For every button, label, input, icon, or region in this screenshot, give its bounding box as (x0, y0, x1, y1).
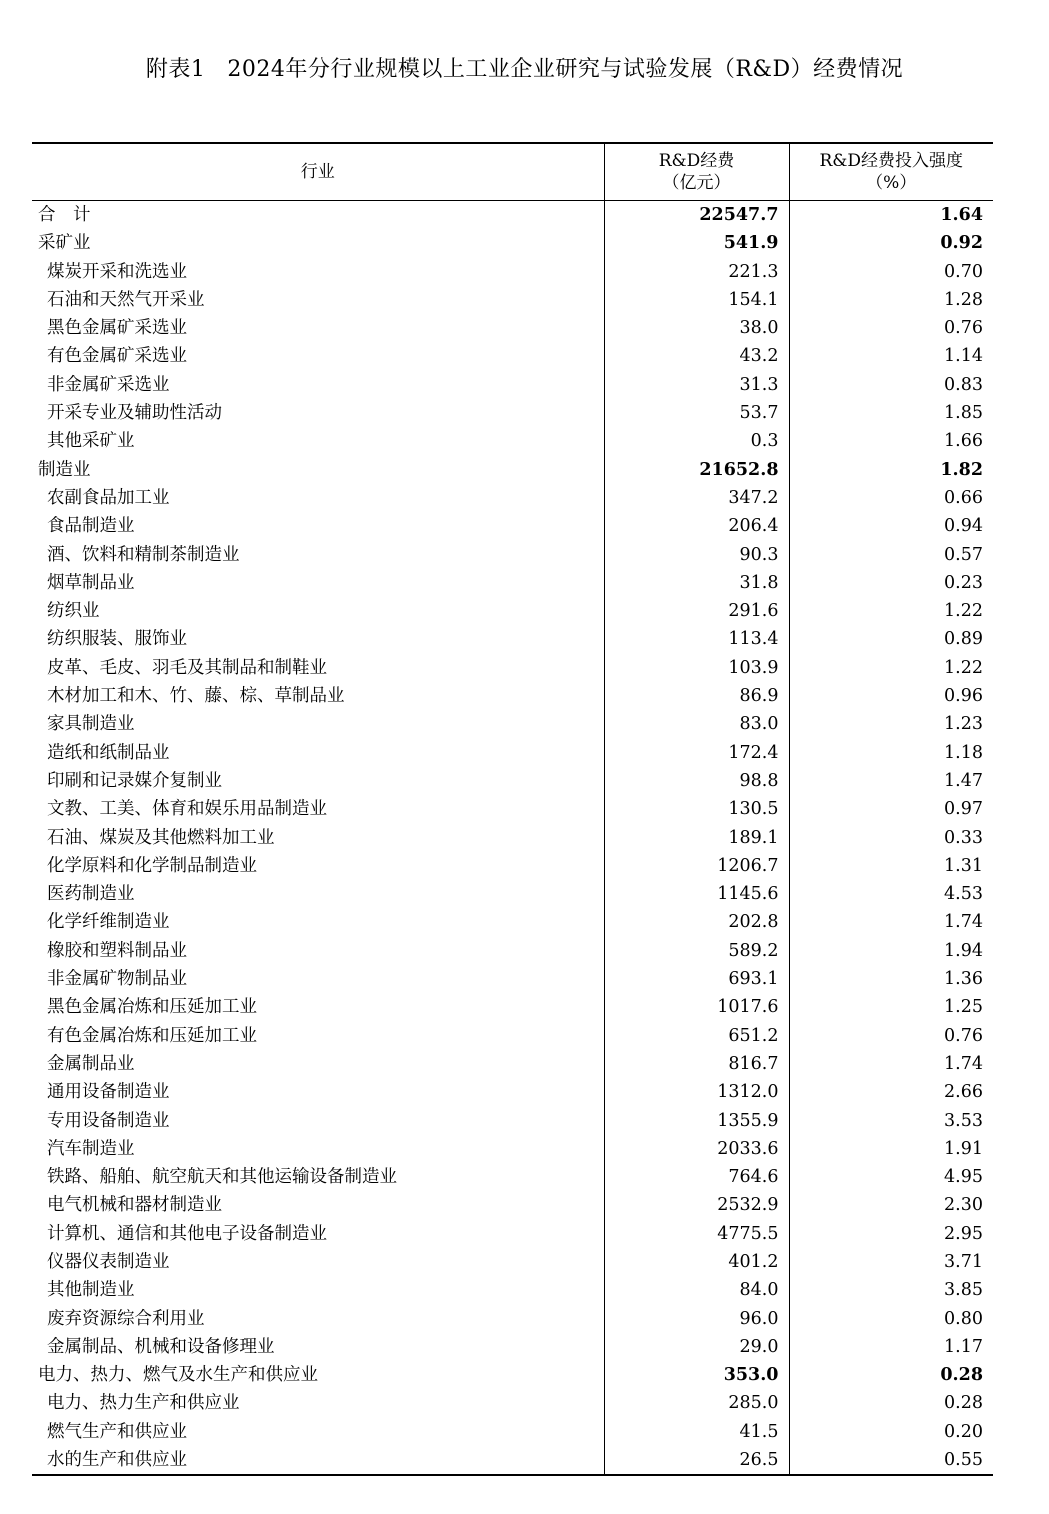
industry-name: 金属制品、机械和设备修理业 (32, 1333, 604, 1361)
rd-intensity-value: 1.91 (944, 1138, 983, 1159)
rd-expense-value: 86.9 (604, 682, 789, 710)
rd-intensity-value: 1.94 (944, 940, 983, 961)
industry-name: 电力、热力生产和供应业 (32, 1389, 604, 1417)
table-row (32, 371, 993, 399)
industry-name: 合 计 (32, 201, 604, 230)
rd-expense-value: 41.5 (604, 1418, 789, 1446)
rd-expense-value: 83.0 (604, 710, 789, 738)
title-prefix: 附表1 (145, 57, 206, 82)
rd-expense-value: 53.7 (604, 399, 789, 427)
industry-name: 黑色金属矿采选业 (32, 314, 604, 342)
table-row (32, 880, 993, 908)
table-row (32, 908, 993, 936)
rd-intensity-value: 1.17 (944, 1336, 983, 1357)
header-intensity-line2: （%） (866, 173, 917, 193)
rd-intensity-value: 3.85 (944, 1280, 983, 1301)
rd-intensity-value: 0.66 (944, 487, 983, 508)
rd-intensity-value: 4.53 (944, 884, 983, 905)
rd-intensity-value: 0.20 (944, 1421, 983, 1442)
table-row (32, 1248, 993, 1276)
rd-expense-value: 84.0 (604, 1276, 789, 1304)
rd-intensity-value: 2.30 (944, 1195, 983, 1216)
rd-intensity-value: 1.85 (944, 403, 983, 424)
table-row (32, 937, 993, 965)
rd-intensity-value: 2.95 (944, 1223, 983, 1244)
rd-expense-value: 541.9 (604, 229, 789, 257)
header-rd-expense-line2: （亿元） (662, 173, 731, 193)
industry-name: 燃气生产和供应业 (32, 1418, 604, 1446)
rd-intensity-value: 0.96 (944, 686, 983, 707)
rd-intensity-value: 1.74 (944, 912, 983, 933)
industry-name: 纺织业 (32, 597, 604, 625)
rd-expense-value: 1312.0 (604, 1078, 789, 1106)
table-row (32, 739, 993, 767)
header-industry: 行业 (32, 143, 604, 201)
rd-intensity-value: 1.28 (944, 289, 983, 310)
table-row (32, 314, 993, 342)
industry-name: 煤炭开采和洗选业 (32, 258, 604, 286)
table-row (32, 1107, 993, 1135)
table-row (32, 1078, 993, 1106)
rd-intensity-value: 0.76 (944, 1025, 983, 1046)
industry-name: 化学原料和化学制品制造业 (32, 852, 604, 880)
table-row (32, 1220, 993, 1248)
table-row (32, 1361, 993, 1389)
rd-expense-value: 29.0 (604, 1333, 789, 1361)
header-rd-expense (604, 143, 789, 201)
rd-expense-value: 1145.6 (604, 880, 789, 908)
table-row (32, 541, 993, 569)
table-row (32, 427, 993, 455)
table-row (32, 1135, 993, 1163)
rd-intensity-value: 0.89 (944, 629, 983, 650)
industry-name: 电气机械和器材制造业 (32, 1191, 604, 1219)
table-row (32, 1305, 993, 1333)
industry-name: 开采专业及辅助性活动 (32, 399, 604, 427)
rd-expense-value: 353.0 (604, 1361, 789, 1389)
title-text: 2024年分行业规模以上工业企业研究与试验发展（R&D）经费情况 (227, 57, 904, 82)
table-row (32, 258, 993, 286)
table-row (32, 229, 993, 257)
page-title (0, 52, 1049, 83)
rd-expense-value: 221.3 (604, 258, 789, 286)
industry-name: 有色金属矿采选业 (32, 342, 604, 370)
table-row (32, 1389, 993, 1417)
industry-name: 食品制造业 (32, 512, 604, 540)
table-row (32, 569, 993, 597)
table-row (32, 597, 993, 625)
table-row (32, 484, 993, 512)
rd-intensity-value: 1.14 (944, 346, 983, 367)
rd-expense-value: 347.2 (604, 484, 789, 512)
table-row (32, 512, 993, 540)
rd-expense-value: 172.4 (604, 739, 789, 767)
industry-name: 金属制品业 (32, 1050, 604, 1078)
industry-name: 计算机、通信和其他电子设备制造业 (32, 1220, 604, 1248)
rd-expense-value: 1206.7 (604, 852, 789, 880)
industry-name: 专用设备制造业 (32, 1107, 604, 1135)
industry-name: 其他采矿业 (32, 427, 604, 455)
table-row (32, 767, 993, 795)
table-header-row (32, 143, 993, 201)
industry-name: 农副食品加工业 (32, 484, 604, 512)
industry-name: 通用设备制造业 (32, 1078, 604, 1106)
table-row (32, 824, 993, 852)
industry-name: 文教、工美、体育和娱乐用品制造业 (32, 795, 604, 823)
rd-expense-value: 26.5 (604, 1446, 789, 1475)
table-row (32, 399, 993, 427)
rd-intensity-value: 0.70 (944, 261, 983, 282)
industry-name: 石油、煤炭及其他燃料加工业 (32, 824, 604, 852)
rd-expense-value: 1017.6 (604, 993, 789, 1021)
table-row (32, 342, 993, 370)
rd-intensity-value: 1.23 (944, 714, 983, 735)
rd-intensity-value: 0.76 (944, 318, 983, 339)
rd-expense-value: 202.8 (604, 908, 789, 936)
rd-intensity-value: 0.55 (789, 1446, 993, 1475)
table-row (32, 1191, 993, 1219)
rd-intensity-value: 0.28 (940, 1365, 983, 1386)
industry-name: 汽车制造业 (32, 1135, 604, 1163)
table-row (32, 654, 993, 682)
industry-name: 非金属矿采选业 (32, 371, 604, 399)
rd-expense-value: 206.4 (604, 512, 789, 540)
rd-expense-value: 21652.8 (604, 456, 789, 484)
rd-expense-value: 96.0 (604, 1305, 789, 1333)
table-body (32, 201, 993, 1476)
rd-intensity-value: 3.71 (944, 1251, 983, 1272)
rd-expense-value: 113.4 (604, 625, 789, 653)
rd-expense-value: 90.3 (604, 541, 789, 569)
rd-intensity-value: 0.97 (944, 799, 983, 820)
rd-expense-value: 2532.9 (604, 1191, 789, 1219)
rd-expense-value: 693.1 (604, 965, 789, 993)
rd-intensity-value: 1.22 (944, 657, 983, 678)
rd-intensity-value: 4.95 (944, 1167, 983, 1188)
rd-expense-value: 589.2 (604, 937, 789, 965)
rd-expense-value: 22547.7 (604, 201, 789, 230)
rd-intensity-value: 0.92 (940, 233, 983, 254)
rd-intensity-value: 1.36 (944, 969, 983, 990)
rd-intensity-value: 0.94 (944, 516, 983, 537)
industry-name: 印刷和记录媒介复制业 (32, 767, 604, 795)
industry-name: 废弃资源综合利用业 (32, 1305, 604, 1333)
rd-intensity-value: 3.53 (944, 1110, 983, 1131)
industry-name: 非金属矿物制品业 (32, 965, 604, 993)
rd-expense-value: 130.5 (604, 795, 789, 823)
rd-expense-value: 31.8 (604, 569, 789, 597)
industry-name: 家具制造业 (32, 710, 604, 738)
industry-name: 制造业 (32, 456, 604, 484)
industry-name: 有色金属冶炼和压延加工业 (32, 1022, 604, 1050)
rd-expense-value: 401.2 (604, 1248, 789, 1276)
header-intensity (789, 143, 993, 201)
table-row (32, 286, 993, 314)
rd-intensity-value: 1.82 (940, 459, 983, 480)
rd-expense-value: 816.7 (604, 1050, 789, 1078)
rd-expense-value: 189.1 (604, 824, 789, 852)
rd-intensity-value: 0.83 (944, 374, 983, 395)
rd-expense-value: 764.6 (604, 1163, 789, 1191)
table-row (32, 625, 993, 653)
rd-intensity-value: 0.33 (944, 827, 983, 848)
rd-expense-value: 4775.5 (604, 1220, 789, 1248)
rd-intensity-value: 2.66 (944, 1082, 983, 1103)
table-row (32, 993, 993, 1021)
industry-name: 电力、热力、燃气及水生产和供应业 (32, 1361, 604, 1389)
rd-expense-value: 31.3 (604, 371, 789, 399)
table-row (32, 456, 993, 484)
header-intensity-line1: R&D经费投入强度 (819, 151, 964, 171)
rd-expense-value: 1355.9 (604, 1107, 789, 1135)
industry-name: 木材加工和木、竹、藤、棕、草制品业 (32, 682, 604, 710)
rd-expense-value: 0.3 (604, 427, 789, 455)
table-row (32, 682, 993, 710)
industry-name: 烟草制品业 (32, 569, 604, 597)
rd-expense-value: 98.8 (604, 767, 789, 795)
table-row (32, 965, 993, 993)
rd-expense-value: 2033.6 (604, 1135, 789, 1163)
table-row (32, 1333, 993, 1361)
table-row (32, 1050, 993, 1078)
industry-name: 仪器仪表制造业 (32, 1248, 604, 1276)
industry-name: 水的生产和供应业 (32, 1446, 604, 1475)
table-row (32, 1022, 993, 1050)
rd-expense-value: 43.2 (604, 342, 789, 370)
table-row (32, 710, 993, 738)
table-row (32, 1446, 993, 1475)
rd-intensity-value: 1.18 (944, 742, 983, 763)
rd-expense-value: 38.0 (604, 314, 789, 342)
rd-expense-value: 154.1 (604, 286, 789, 314)
rd-intensity-value: 0.57 (944, 544, 983, 565)
rd-intensity-value: 1.66 (944, 431, 983, 452)
industry-name: 皮革、毛皮、羽毛及其制品和制鞋业 (32, 654, 604, 682)
rd-expense-table (32, 142, 993, 1476)
rd-expense-value: 103.9 (604, 654, 789, 682)
table-row (32, 201, 993, 230)
rd-expense-value: 291.6 (604, 597, 789, 625)
rd-intensity-value: 0.28 (944, 1393, 983, 1414)
industry-name: 酒、饮料和精制茶制造业 (32, 541, 604, 569)
industry-name: 铁路、船舶、航空航天和其他运输设备制造业 (32, 1163, 604, 1191)
rd-intensity-value: 1.64 (940, 205, 983, 225)
header-rd-expense-line1: R&D经费 (658, 151, 735, 171)
rd-intensity-value: 1.25 (944, 997, 983, 1018)
rd-expense-value: 651.2 (604, 1022, 789, 1050)
industry-name: 医药制造业 (32, 880, 604, 908)
industry-name: 其他制造业 (32, 1276, 604, 1304)
rd-intensity-value: 1.31 (944, 855, 983, 876)
industry-name: 黑色金属冶炼和压延加工业 (32, 993, 604, 1021)
industry-name: 石油和天然气开采业 (32, 286, 604, 314)
rd-intensity-value: 1.47 (944, 770, 983, 791)
table-row (32, 852, 993, 880)
table-row (32, 1276, 993, 1304)
table-row (32, 1163, 993, 1191)
industry-name: 纺织服装、服饰业 (32, 625, 604, 653)
industry-name: 橡胶和塑料制品业 (32, 937, 604, 965)
industry-name: 采矿业 (32, 229, 604, 257)
table-row (32, 1418, 993, 1446)
rd-intensity-value: 0.80 (944, 1308, 983, 1329)
table-row (32, 795, 993, 823)
rd-intensity-value: 0.23 (944, 572, 983, 593)
rd-expense-value: 285.0 (604, 1389, 789, 1417)
industry-name: 造纸和纸制品业 (32, 739, 604, 767)
rd-intensity-value: 1.22 (944, 601, 983, 622)
rd-intensity-value: 1.74 (944, 1053, 983, 1074)
industry-name: 化学纤维制造业 (32, 908, 604, 936)
